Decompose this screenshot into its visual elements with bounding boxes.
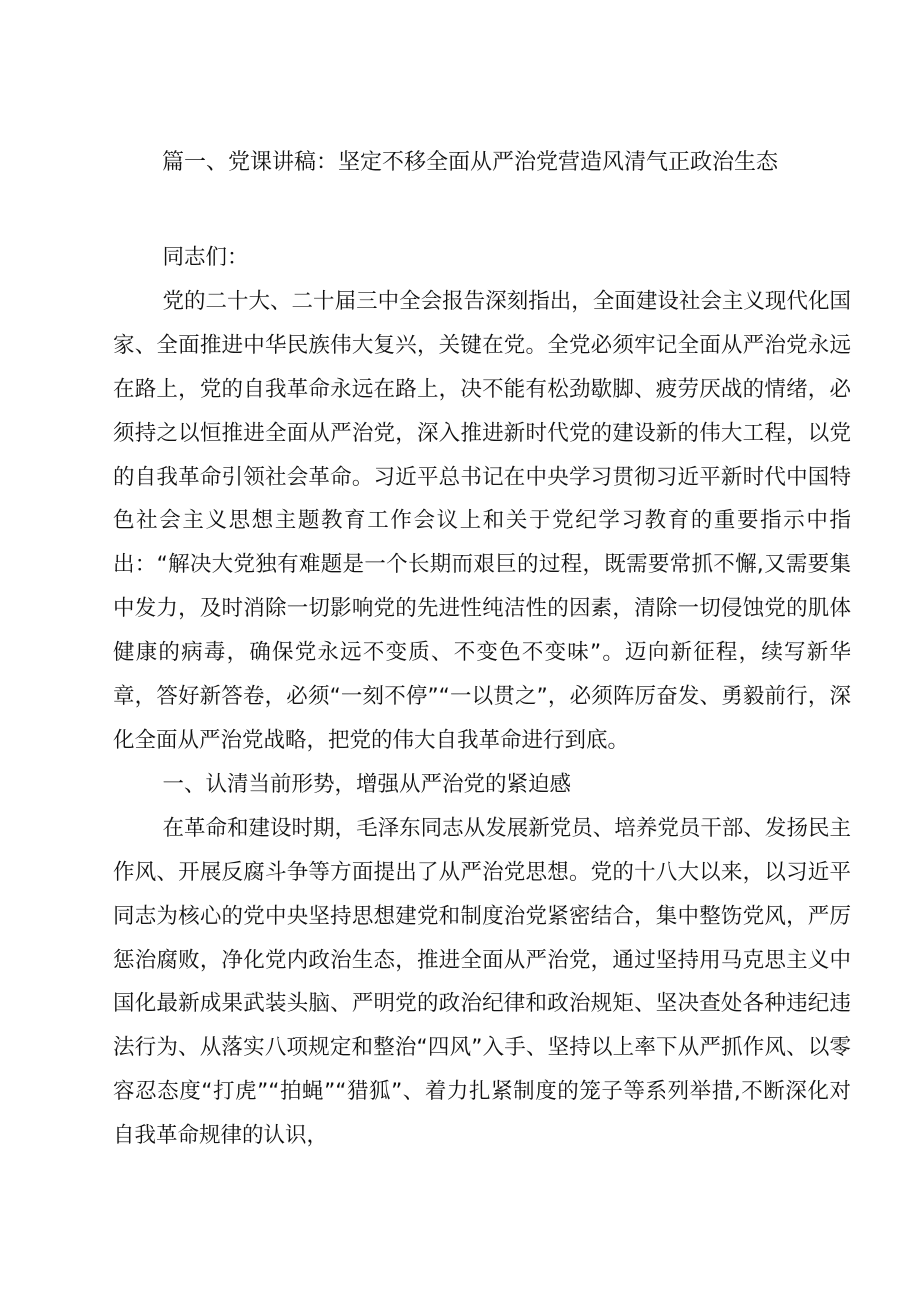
paragraph-2: 在革命和建设时期，毛泽东同志从发展新党员、培养党员干部、发扬民主作风、开展反腐斗争等方面提出了从严治党思想。党的十八大以来，以习近平同志为核心的党中央坚持思想建党和制度治党紧密结合，集中整饬党风，严厉惩治腐败，净化党内政治生态，推进全面从严治党，通过坚持用马克思主义中国化最新成果武装头脑、严明党的政治纪律和政治规矩、坚决查处各种违纪违法行为、从落实八项规定和整治“四风”入手、坚持以上率下从严抓作风、以零容忍态度“打虎”“拍蝇”“猎狐”、着力扎紧制度的笼子等系列举措,不断深化对自我革命规律的认识， <box>113 815 851 1149</box>
salutation: 同志们： <box>162 245 249 270</box>
document-title: 篇一、党课讲稿：坚定不移全面从严治党营造风清气正政治生态 <box>162 150 779 175</box>
paragraph-1: 党的二十大、二十届三中全会报告深刻指出，全面建设社会主义现代化国家、全面推进中华民族伟大复兴，关键在党。全党必须牢记全面从严治党永远在路上，党的自我革命永远在路上，决不能有松劲歇脚、疲劳厌战的情绪，必须持之以恒推进全面从严治党，深入推进新时代党的建设新的伟大工程，以党的自我革命引领社会革命。习近平总书记在中央学习贯彻习近平新时代中国特色社会主义思想主题教育工作会议上和关于党纪学习教育的重要指示中指出：“解决大党独有难题是一个长期而艰巨的过程，既需要常抓不懈,又需要集中发力，及时消除一切影响党的先进性纯洁性的因素，清除一切侵蚀党的肌体健康的病毒，确保党永远不变质、不变色不变味”。迈向新征程，续写新华章，答好新答卷，必须“一刻不停”“一以贯之”，必须阵厉奋发、勇毅前行，深化全面从严治党战略，把党的伟大自我革命进行到底。 <box>113 288 851 753</box>
section-heading: 一、认清当前形势，增强从严治党的紧迫感 <box>162 771 571 797</box>
document-body <box>113 236 851 1158</box>
